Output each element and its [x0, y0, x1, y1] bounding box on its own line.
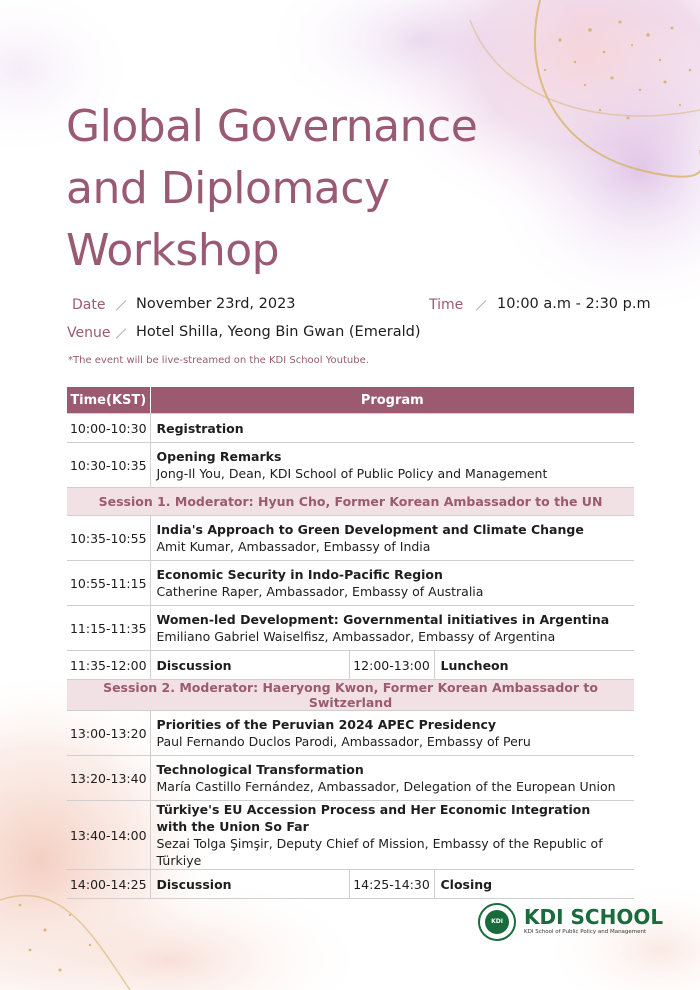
date-label: Date: [72, 297, 106, 313]
row-program: [150, 711, 634, 756]
table-row: [67, 561, 634, 606]
row-time: 13:00-13:20: [67, 711, 150, 756]
row-time: 10:35-10:55: [67, 516, 150, 561]
program-speaker: Paul Fernando Duclos Parodi, Ambassador, Embassy of Peru: [156, 734, 531, 749]
row-program: [150, 561, 634, 606]
row-time: 10:00-10:30: [67, 414, 150, 443]
time-label: Time: [429, 297, 464, 313]
table-row: [67, 870, 634, 899]
table-row: [67, 801, 634, 870]
table-row: [67, 651, 634, 680]
livestream-note: *The event will be live-streamed on the KDI School Youtube.: [68, 355, 369, 366]
row-program: [150, 756, 634, 801]
table-row: [67, 516, 634, 561]
logo-name: KDI SCHOOL: [524, 905, 664, 929]
table-header-row: [67, 387, 634, 414]
row-time: 11:15-11:35: [67, 606, 150, 651]
program-item: Technological Transformation: [156, 762, 364, 777]
title-line-3: Workshop: [66, 225, 280, 276]
emblem-text: KDI: [485, 910, 509, 934]
session-title: Session 1. Moderator: Hyun Cho, Former Korean Ambassador to the UN: [67, 488, 634, 516]
session-row: [67, 680, 634, 711]
slash-divider: [116, 328, 127, 339]
program-item: India's Approach to Green Development and Climate Change: [156, 522, 584, 537]
program-speaker: Catherine Raper, Ambassador, Embassy of Australia: [156, 584, 484, 599]
program-item-line-2: with the Union So Far: [156, 819, 309, 834]
program-speaker: Sezai Tolga Şimşir, Deputy Chief of Mission, Embassy of the Republic of Türkiye: [156, 836, 603, 868]
title-line-2: and Diplomacy: [66, 163, 390, 214]
table-row: [67, 606, 634, 651]
program-item: Discussion: [156, 876, 232, 892]
row-program-secondary: [434, 870, 634, 899]
slash-divider: [476, 300, 487, 311]
row-time-secondary: 14:25-14:30: [349, 870, 434, 899]
table-row: [67, 711, 634, 756]
table-row: [67, 756, 634, 801]
program-item: Discussion: [156, 657, 232, 673]
slash-divider: [116, 300, 127, 311]
program-speaker: Emiliano Gabriel Waiselfisz, Ambassador, Embassy of Argentina: [156, 629, 556, 644]
program-item: Registration: [156, 420, 244, 436]
header-program: Program: [150, 387, 634, 414]
row-time: 13:40-14:00: [67, 801, 150, 870]
row-time: 13:20-13:40: [67, 756, 150, 801]
program-speaker: Jong-Il You, Dean, KDI School of Public Policy and Management: [156, 466, 548, 481]
session-title: Session 2. Moderator: Haeryong Kwon, Former Korean Ambassador to Switzerland: [67, 680, 634, 711]
time-value: 10:00 a.m - 2:30 p.m: [497, 296, 651, 312]
row-program: [150, 516, 634, 561]
row-program: [150, 606, 634, 651]
venue-label: Venue: [67, 325, 111, 341]
header-time: Time(KST): [67, 387, 150, 414]
program-item: Women-led Development: Governmental initiatives in Argentina: [156, 612, 610, 627]
program-speaker: María Castillo Fernández, Ambassador, Delegation of the European Union: [156, 779, 616, 794]
program-item: Luncheon: [440, 657, 509, 673]
row-program: [150, 870, 349, 899]
row-time: 10:55-11:15: [67, 561, 150, 606]
table-row: [67, 414, 634, 443]
row-time: 14:00-14:25: [67, 870, 150, 899]
row-program: [150, 651, 349, 680]
kdi-emblem-icon: [478, 903, 516, 941]
program-item-line-1: Türkiye's EU Accession Process and Her Economic Integration: [156, 802, 591, 817]
row-program: [150, 801, 634, 870]
row-time-secondary: 12:00-13:00: [349, 651, 434, 680]
row-time: 10:30-10:35: [67, 443, 150, 488]
program-item: Opening Remarks: [156, 449, 282, 464]
row-program-secondary: [434, 651, 634, 680]
row-time: 11:35-12:00: [67, 651, 150, 680]
session-row: [67, 488, 634, 516]
program-table: [67, 387, 634, 899]
page-title: [66, 96, 477, 282]
logo-subtitle: KDI School of Public Policy and Management: [524, 929, 647, 935]
row-program: [150, 443, 634, 488]
table-row: [67, 443, 634, 488]
title-line-1: Global Governance: [66, 101, 478, 152]
row-program: [150, 414, 634, 443]
program-item: Economic Security in Indo-Pacific Region: [156, 567, 443, 582]
venue-value: Hotel Shilla, Yeong Bin Gwan (Emerald): [136, 324, 421, 340]
program-item: Closing: [440, 876, 493, 892]
kdi-school-logo: [478, 903, 664, 943]
date-value: November 23rd, 2023: [136, 296, 296, 312]
program-item: Priorities of the Peruvian 2024 APEC Presidency: [156, 717, 497, 732]
program-speaker: Amit Kumar, Ambassador, Embassy of India: [156, 539, 431, 554]
